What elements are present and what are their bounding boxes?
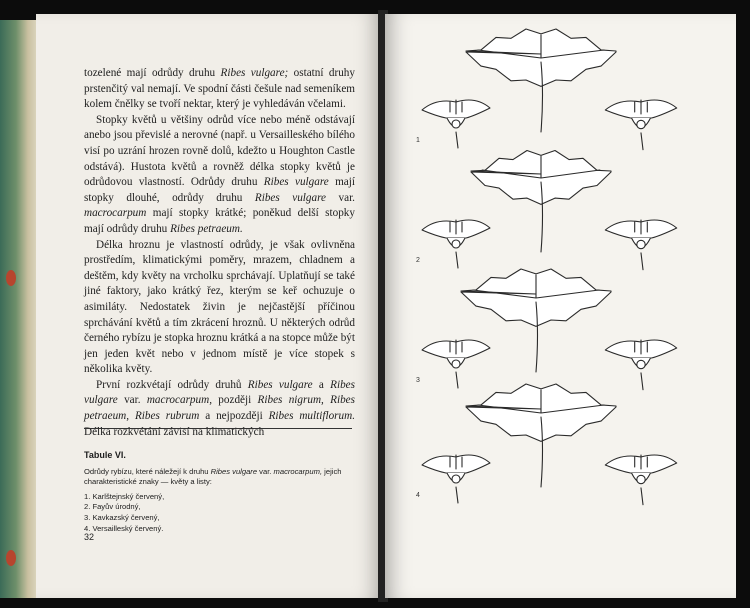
leaf-drawing [461,269,611,372]
flower-section-drawing [605,340,676,390]
latin-name: macrocarpum, [146,394,212,407]
leaf-drawing [466,29,616,132]
latin-name: macrocarpum, [273,466,323,476]
caption-description [84,467,354,488]
flower-section-drawing [605,220,676,270]
flower-drawing [422,340,490,388]
botanical-illustration-plate [386,14,736,598]
body-paragraph [84,113,355,238]
latin-name: Ribes petraeum. [170,222,243,235]
text-run: mají stopky krátké; poněkud delší stopky mají odrůdy druhu [84,207,355,235]
latin-name: Ribes vulgare [263,176,329,189]
figure-number: 3 [416,377,420,384]
plate-caption [84,438,354,534]
body-paragraph [84,66,355,113]
text-run: ostatní druhy prstenčitý val nemají. Ve spodní části češule nad semeníkem kolem čnělky se tvoří nektar, který je vyhledáván včelami. [84,67,355,111]
latin-name: Ribes vulgare; [220,67,289,79]
text-run: Odrůdy rybízu, které náležejí k druhu [84,466,211,476]
text-run: jejich charakteristické znaky — květy a listy: [84,466,342,487]
text-run: tozelené mají odrůdy druhu [84,67,221,79]
page-number: 32 [84,532,95,542]
flower-drawing [422,455,490,503]
text-run: var. [257,466,274,476]
body-paragraph [84,238,355,378]
book-cover-edge [0,20,40,598]
text-run: Stopky květů u většiny odrůd více nebo méně odstávají anebo jsou převislé a nerovné (např. u Versailleského bílého visí po uzrání hrozen rovně dolů, kdežto u Houghton Castle odstává). Hustota květů a rovněž délka stopky květů je odrůdovou vlastností. Odrůdy druhu [84,113,355,189]
text-run: později [212,394,258,407]
text-run: var. [117,394,147,407]
text-run: var. [326,191,355,204]
variety-figure [416,151,677,270]
caption-variety-item: 1. Karlštejnský červený, [84,491,165,501]
variety-figure [416,29,677,150]
latin-name: Ribes vulgare [210,466,258,476]
caption-title: Tabule VI. [84,450,126,460]
latin-name: macrocarpum [84,207,147,220]
text-run: a [312,378,331,391]
text-run: Délka hroznu je vlastností odrůdy, je však ovlivněna prostředím, klimatickými poměry, mrazem, chladnem a deštěm, kdy květy na vrcholku sprchávají. Uplatňují se také jiné faktory, jako krátký řez, kterým se keř ochuzuje o asimiláty. Nedostatek živin je nejčastější příčinou sprchávání květů a tím zkrácení hroznů. U některých odrůd černého rybízu je stopka hroznu krátká a na stopce může být jen jeden květ nebo v jednom místě je více stopek s několika květy. [84,238,355,376]
variety-figure [416,384,677,505]
figure-number: 1 [416,137,420,144]
text-run: První rozkvétají odrůdy druhů [96,378,248,391]
latin-name: Ribes multiflorum. [268,410,355,423]
caption-variety-list [84,492,354,534]
caption-variety-item: 4. Versailleský červený. [84,523,164,533]
cover-decoration [6,270,16,286]
text-run: mají stopky dlouhé, odrůdy druhu [84,176,355,204]
text-run: a nejpozději [199,410,269,423]
flower-section-drawing [605,100,676,150]
latin-name: Ribes nigrum, Ribes petraeum, Ribes rubrum [84,394,355,423]
latin-name: Ribes vulgare [84,378,355,407]
caption-variety-item: 2. Fayův úrodný, [84,502,141,512]
text-run: Délka rozkvétání závisí na klimatických [84,425,265,438]
figure-number: 2 [416,257,420,264]
caption-divider [84,428,352,429]
body-paragraph [84,378,355,440]
body-text [84,66,355,440]
leaf-drawing [466,384,616,487]
flower-drawing [422,100,490,148]
flower-section-drawing [605,455,676,505]
cover-decoration [6,550,16,566]
leaf-drawing [471,151,611,253]
figure-number: 4 [416,492,420,499]
latin-name: Ribes vulgare [247,378,313,391]
caption-variety-item: 3. Kavkazský červený, [84,512,160,522]
flower-drawing [422,220,490,268]
variety-figure [416,269,677,390]
latin-name: Ribes vulgare [254,191,327,204]
